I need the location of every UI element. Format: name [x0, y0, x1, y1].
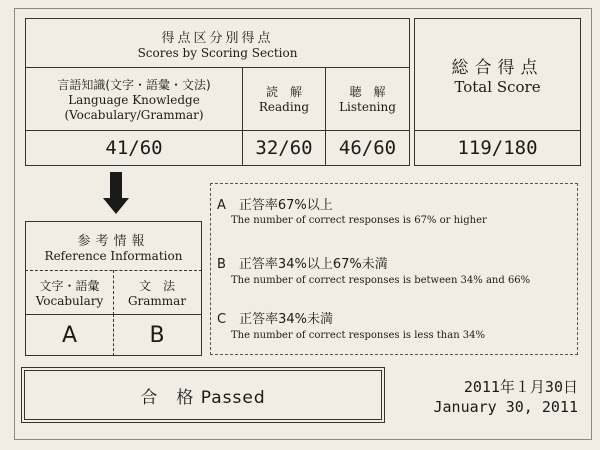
grammar-label-cell	[113, 270, 202, 315]
reference-title-cell	[25, 221, 202, 271]
vocabulary-label-jp: 文字・語彙	[39, 278, 100, 293]
reading-score-cell	[242, 130, 326, 166]
language-label-en-1: Language Knowledge	[68, 92, 200, 107]
section-header-cell	[25, 18, 410, 68]
date-jp: 2011年１月30日	[463, 378, 578, 396]
vocabulary-label-en: Vocabulary	[35, 293, 104, 308]
legend-a-title: A 正答率67%以上	[217, 198, 333, 213]
listening-score-cell	[325, 130, 410, 166]
date-en: January 30, 2011	[433, 398, 578, 416]
section-header-jp: 得点区分別得点	[161, 30, 274, 46]
language-label-jp: 言語知識(文字・語彙・文法)	[57, 77, 211, 92]
reading-label-cell	[242, 67, 326, 131]
grade-legend-box	[210, 183, 578, 355]
grammar-label-en: Grammar	[127, 293, 187, 308]
language-score-cell	[25, 130, 243, 166]
legend-a-desc: The number of correct responses is 67% or higher	[231, 215, 487, 226]
vocabulary-grade: A	[61, 322, 78, 348]
reference-title-jp: 参考情報	[77, 233, 150, 249]
listening-label-en: Listening	[339, 100, 396, 114]
grammar-grade-cell	[113, 314, 202, 356]
listening-label-cell	[325, 67, 410, 131]
reading-score: 32/60	[255, 137, 313, 159]
language-label-cell	[25, 67, 243, 131]
reading-label-en: Reading	[258, 100, 310, 114]
grammar-label-jp: 文 法	[138, 278, 175, 293]
total-label-cell	[414, 18, 581, 131]
reading-label-jp: 読 解	[265, 85, 302, 99]
grammar-grade: B	[149, 322, 165, 348]
vocabulary-grade-cell	[25, 314, 114, 356]
section-header-en: Scores by Scoring Section	[137, 45, 298, 60]
legend-b-desc: The number of correct responses is between 34% and 66%	[231, 275, 531, 286]
language-label-en-2: (Vocabulary/Grammar)	[64, 107, 204, 122]
vocabulary-label-cell	[25, 270, 114, 315]
legend-b-title: B 正答率34%以上67%未満	[217, 257, 388, 272]
result-passed-label: 合 格 Passed	[140, 387, 266, 408]
legend-c-title: C 正答率34%未満	[217, 312, 333, 327]
legend-c-desc: The number of correct responses is less than 34%	[231, 330, 486, 341]
total-score-cell	[414, 130, 581, 166]
listening-score: 46/60	[338, 137, 397, 159]
total-label-en: Total Score	[454, 78, 541, 96]
result-box	[24, 370, 382, 420]
total-label-jp: 総合得点	[451, 58, 544, 78]
listening-label-jp: 聴 解	[349, 85, 386, 99]
reference-title-en: Reference Information	[44, 248, 183, 263]
language-score: 41/60	[105, 137, 163, 159]
total-score: 119/180	[457, 137, 538, 159]
